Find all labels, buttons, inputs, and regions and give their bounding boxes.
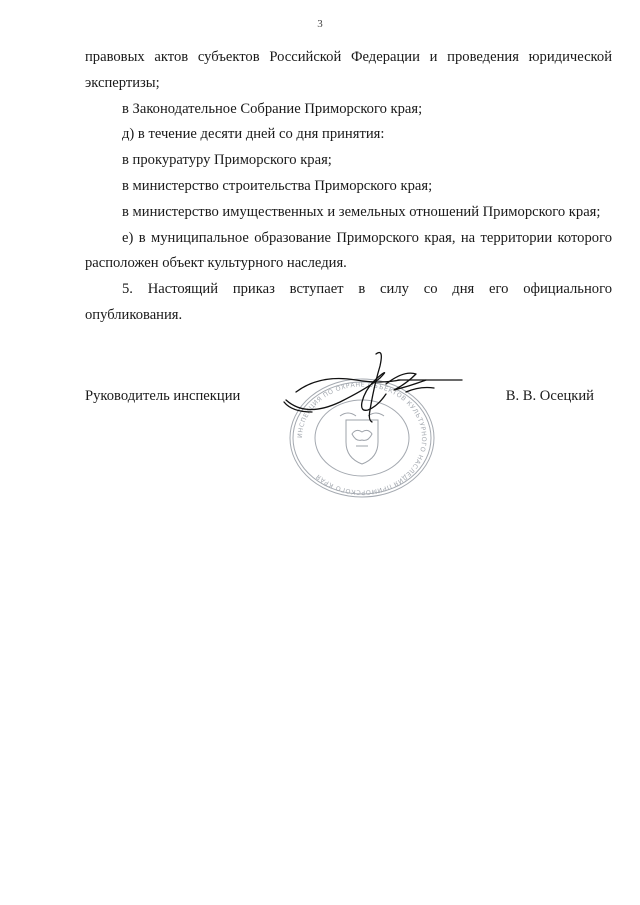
- paragraph: в прокуратуру Приморского края;: [122, 152, 332, 169]
- paragraph: в министерство имущественных и земельных отношений Приморского края;: [122, 203, 601, 220]
- signatory-name: В. В. Осецкий: [505, 388, 594, 404]
- paragraph: в министерство строительства Приморского края;: [122, 177, 433, 194]
- paragraph: правовых актов субъектов Российской Федерации и проведения юридической экспертизы;: [85, 49, 612, 91]
- seal-lettering: ИНСПЕКЦИЯ ПО ОХРАНЕ ОБЪЕКТОВ КУЛЬТУРНОГО НАСЛЕДИЯ ПРИМОРСКОГО КРАЯ: [296, 381, 428, 496]
- signatory-role: Руководитель инспекции: [85, 388, 241, 404]
- paragraph: в Законодательное Собрание Приморского края;: [122, 100, 423, 117]
- paragraph: 5. Настоящий приказ вступает в силу со дня его официального опубликования.: [85, 281, 612, 323]
- paragraph: е) в муниципальное образование Приморского края, на территории которого расположен объект культурного наследия.: [85, 229, 612, 272]
- signature-block: [85, 381, 612, 411]
- body-text: [85, 45, 612, 329]
- page-number: 3: [317, 18, 323, 30]
- paragraph: д) в течение десяти дней со дня принятия:: [122, 126, 385, 143]
